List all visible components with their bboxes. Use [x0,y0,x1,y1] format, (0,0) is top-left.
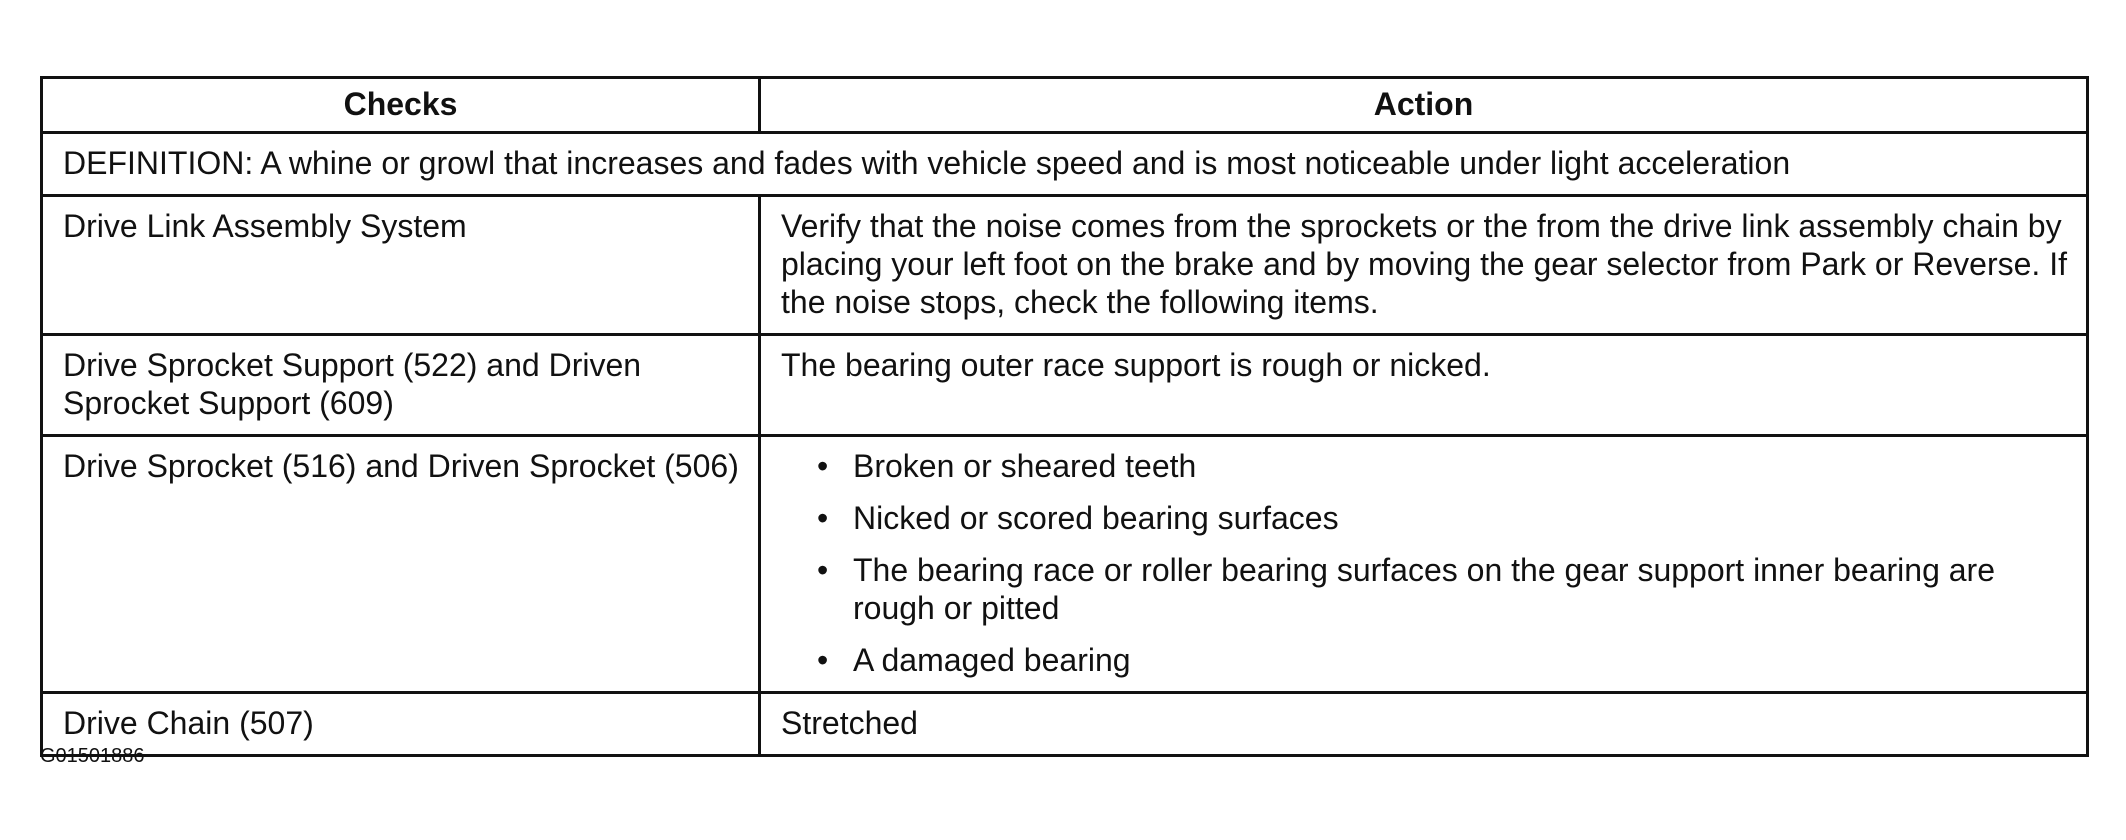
bullet-text: A damaged bearing [853,642,1131,678]
figure-id: G01501886 [40,745,145,767]
bullet-item [781,499,2072,537]
bullet-item [781,641,2072,679]
action-bullet-list [781,447,2072,679]
header-row [42,78,2088,133]
action-cell [760,436,2088,693]
action-cell: The bearing outer race support is rough or nicked. [760,335,2088,436]
bullet-icon: • [817,642,829,678]
bullet-item [781,551,2072,627]
checks-header: Checks [42,78,760,133]
table-row [42,196,2088,335]
definition-text: DEFINITION: A whine or growl that increases and fades with vehicle speed and is most noticeable under light acceleration [42,133,2088,196]
bullet-icon: • [817,552,829,588]
bullet-text: The bearing race or roller bearing surfaces on the gear support inner bearing are rough or pitted [853,552,1995,626]
check-cell: Drive Sprocket Support (522) and Driven Sprocket Support (609) [42,335,760,436]
action-header: Action [760,78,2088,133]
table-row [42,436,2088,693]
bullet-item [781,447,2072,485]
table-row [42,335,2088,436]
check-cell: Drive Link Assembly System [42,196,760,335]
diagnostic-table [40,76,2089,757]
check-cell: Drive Sprocket (516) and Driven Sprocket (506) [42,436,760,693]
action-cell: Stretched [760,693,2088,756]
bullet-icon: • [817,500,829,536]
table-row [42,693,2088,756]
bullet-text: Broken or sheared teeth [853,448,1197,484]
bullet-text: Nicked or scored bearing surfaces [853,500,1339,536]
action-cell: Verify that the noise comes from the sprockets or the from the drive link assembly chain by placing your left foot on the brake and by moving the gear selector from Park or Reverse. If the noise stops, check the following items. [760,196,2088,335]
definition-row [42,133,2088,196]
check-cell: Drive Chain (507) [42,693,760,756]
bullet-icon: • [817,448,829,484]
